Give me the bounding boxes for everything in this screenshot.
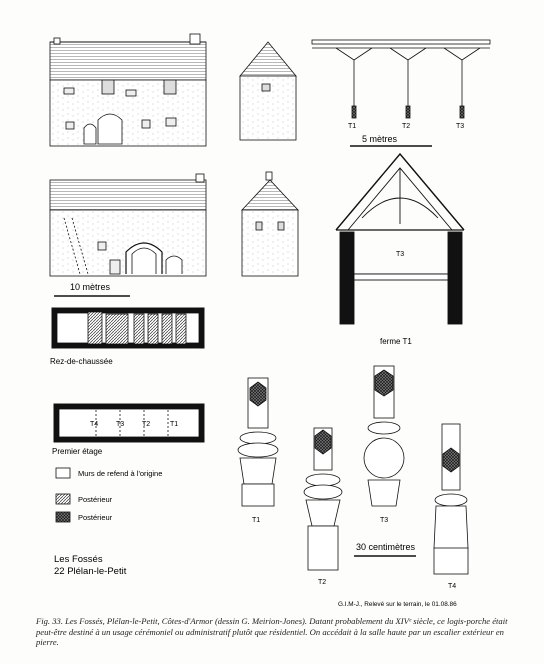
post-label-t4: T4 — [448, 583, 457, 590]
post-label-t2: T2 — [318, 579, 327, 586]
elevation-gable-upper — [240, 42, 296, 140]
post-profiles — [238, 366, 468, 574]
section-ferme — [336, 154, 464, 324]
drawing-credit: G.I.M-J., Relevé sur le terrain, le 01.08.86 — [338, 601, 457, 608]
legend-swatch-later-cross — [56, 512, 70, 522]
post-label-t3: T3 — [380, 517, 389, 524]
scale-label-truss: 5 mètres — [362, 134, 398, 144]
figure-caption: Fig. 33. Les Fossés, Plélan-le-Petit, Côtes-d'Armor (dessin G. Meirion-Jones). Datant probablement du XIVᵉ siècle, ce logis-porche était peut-être destiné à un usage cérémoniel ou administratif plutôt que résidentiel. On accédait à la salle haute par un escalier extérieur en pierre. — [36, 616, 508, 648]
legend-label-original: Murs de refend à l'origine — [78, 469, 163, 478]
legend — [56, 468, 70, 522]
post-label-t1: T1 — [252, 517, 261, 524]
legend-label-later-cross: Postérieur — [78, 513, 113, 522]
ferme-label: ferme T1 — [380, 337, 412, 346]
plan-upper-label-t2: T2 — [142, 421, 151, 428]
truss-elevation — [312, 40, 490, 118]
architectural-plate — [36, 28, 522, 614]
plan-ground-title: Rez-de-chaussée — [50, 357, 113, 366]
scale-label-posts: 30 centimètres — [356, 542, 416, 552]
site-place: 22 Plélan-le-Petit — [54, 566, 127, 577]
elevation-rear — [50, 174, 206, 276]
plan-upper-title: Premier étage — [52, 447, 103, 456]
elevation-front-upper — [50, 34, 206, 146]
plan-upper-label-t1: T1 — [170, 421, 179, 428]
truss-label-t2: T2 — [402, 123, 411, 130]
plan-upper-label-t4: T4 — [90, 421, 99, 428]
section-label: T3 — [396, 251, 405, 258]
post-t1 — [238, 378, 278, 506]
truss-label-t1: T1 — [348, 123, 357, 130]
post-t4 — [434, 424, 468, 574]
post-t2 — [304, 428, 342, 570]
scale-label-main: 10 mètres — [70, 282, 111, 292]
site-name: Les Fossés — [54, 554, 103, 565]
post-t3 — [364, 366, 404, 506]
legend-label-later-hatch: Postérieur — [78, 495, 113, 504]
legend-swatch-original — [56, 468, 70, 478]
plan-ground-floor — [52, 308, 204, 348]
elevation-gable-lower — [242, 172, 298, 276]
legend-swatch-later-hatch — [56, 494, 70, 504]
plan-upper-floor — [54, 404, 204, 442]
truss-label-t3: T3 — [456, 123, 465, 130]
plan-upper-label-t3: T3 — [116, 421, 125, 428]
